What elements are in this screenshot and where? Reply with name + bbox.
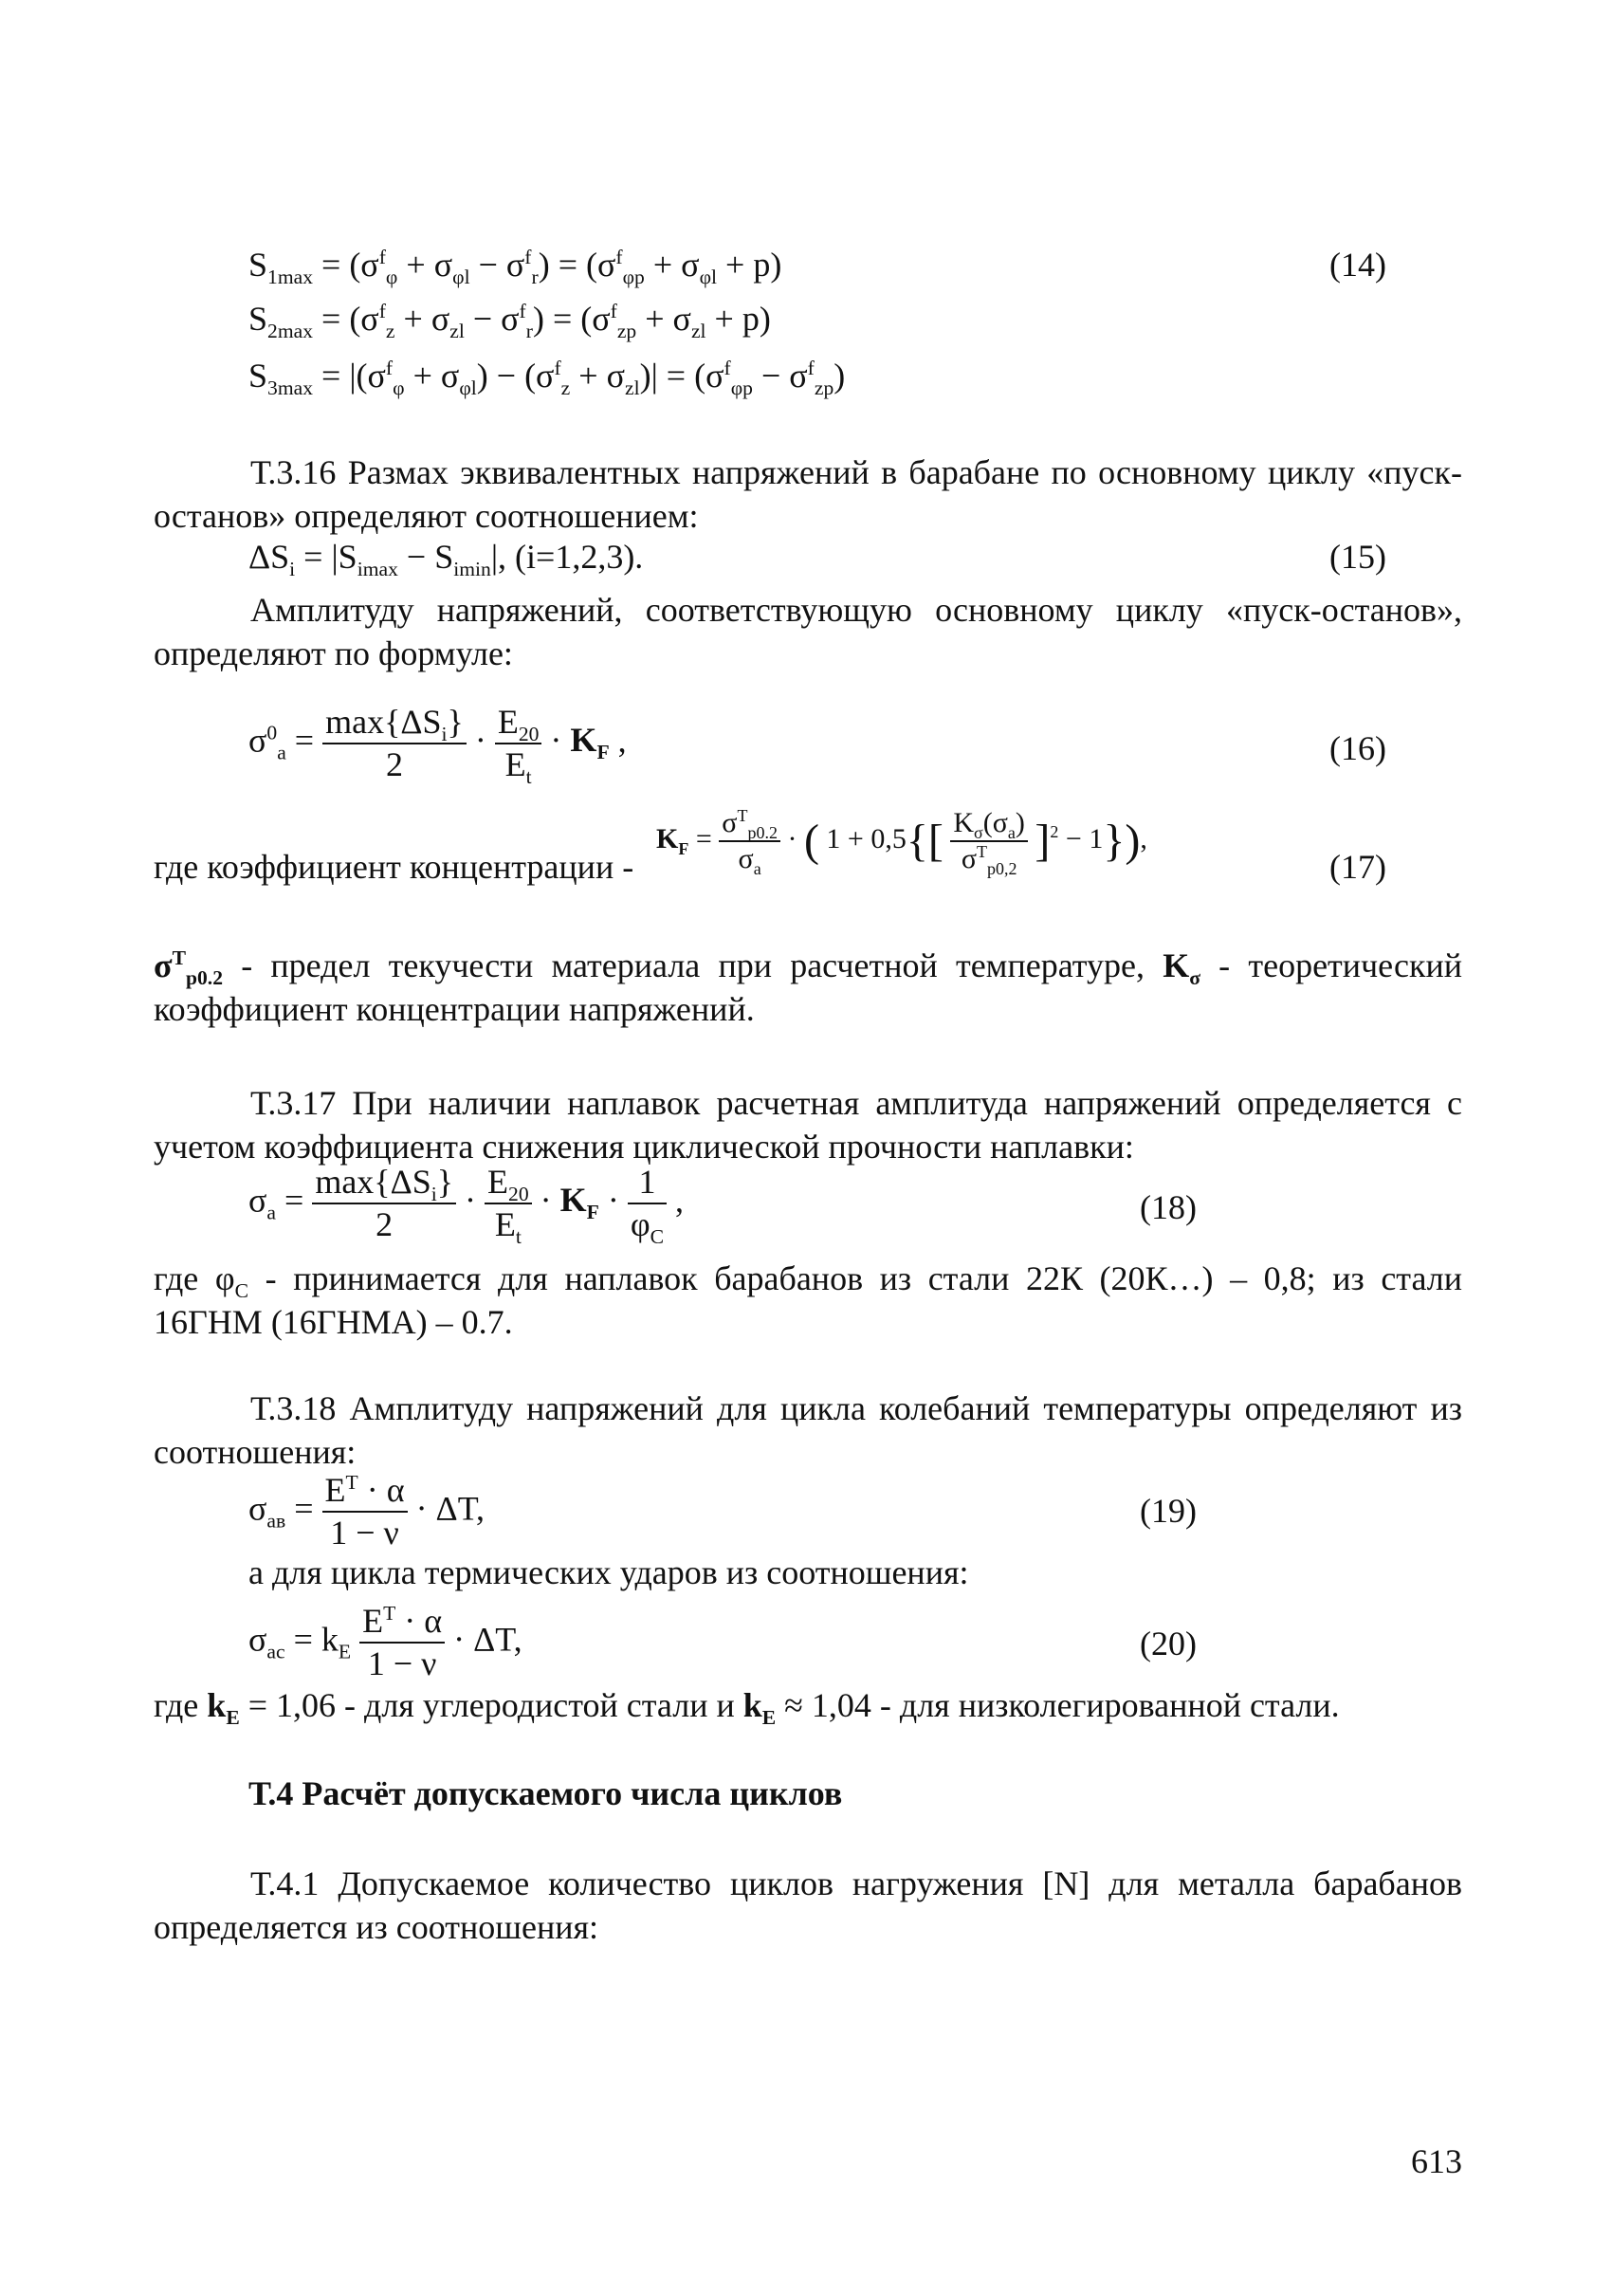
paragraph-t318-text: Т.3.18 Амплитуду напряжений для цикла колебаний температуры определяют из соотношения: bbox=[154, 1389, 1462, 1471]
equation-number-19: (19) bbox=[1140, 1492, 1197, 1530]
paragraph-amplitude-text: Амплитуду напряжений, соответствующую основному циклу «пуск-останов», определяют по формуле: bbox=[154, 591, 1462, 672]
equation-number-14: (14) bbox=[1329, 246, 1386, 284]
yield-definition-text: - предел текучести материала при расчетной температуре, bbox=[241, 946, 1145, 984]
formula-s3max: $S_{3max} = |(\sigma^f_\varphi + \sigma_{\varphi l}) - (\sigma^f_z + \sigma_{zl})| = (\sigma^f_{\varphi p} - \sigma^f_{zp})$ bbox=[248, 357, 846, 400]
fraction-yield-over-sigma-a: $\frac{\sigma^T_{p0.2}}{\sigma_a}$ bbox=[719, 806, 780, 876]
paragraph-t317-text: Т.3.17 При наличии наплавок расчетная амплитуда напряжений определяется с учетом коэффициента снижения циклической прочности наплавки: bbox=[154, 1084, 1462, 1166]
paragraph-t316 bbox=[154, 450, 1462, 538]
formula-kf: $K_F$ = $\frac{\sigma^T_{p0.2}}{\sigma_a}$ · ( 1 + 0,5{[ $\frac{K_\sigma(\sigma_a)}{\sigma^T_{p0,2}}$ ]$^2$ − 1}), bbox=[656, 806, 1147, 878]
equation-number-18: (18) bbox=[1140, 1188, 1197, 1226]
phi-c-definition-text: - принимается для наплавок барабанов из стали 22К (20К…) – 0,8; из стали 16ГНМ (16ГНМА) – 0.7. bbox=[154, 1259, 1462, 1341]
formula-sigma-a0: $\sigma^0_a$ = $\frac{\max\{\Delta S_i\}}{2}$ · $\frac{E_{20}}{E_t}$ · $K_F$ , bbox=[248, 703, 627, 789]
fraction-et-alpha-nu-20: $\frac{E^T \cdot \alpha}{1 - \nu}$ bbox=[359, 1601, 445, 1684]
formula-sigma-a-18: $\sigma_a$ = $\frac{\max\{\Delta S_i\}}{2}$ · $\frac{E_{20}}{E_t}$ · $K_F$ · $\frac{1}{\varphi_C}$ , bbox=[248, 1163, 685, 1249]
formula-delta-s: $\Delta S_i = |S_{imax} - S_{imin}|$, (i=1,2,3). bbox=[248, 538, 644, 581]
section-heading-t4: Т.4 Расчёт допускаемого числа циклов bbox=[248, 1774, 843, 1812]
equation-number-15: (15) bbox=[1329, 538, 1386, 576]
ke-low-alloy-text: ≈ 1,04 - для низколегированной стали. bbox=[784, 1686, 1340, 1724]
equation-number-17: (17) bbox=[1329, 848, 1386, 886]
page-number: 613 bbox=[1411, 2142, 1462, 2180]
fraction-max-delta-s: $\frac{\max\{\Delta S_i\}}{2}$ bbox=[322, 702, 467, 785]
formula-sigma-ac: $\sigma_{ac} = k_E$ $\frac{E^T \cdot \alpha}{1 - \nu}$ · ΔT, bbox=[248, 1601, 522, 1684]
equation-number-16: (16) bbox=[1329, 729, 1386, 767]
paragraph-t41-text: Т.4.1 Допускаемое количество циклов нагружения [N] для металла барабанов определяется из соотношения: bbox=[154, 1864, 1462, 1946]
formula-s2max: $S_{2max} = (\sigma^f_z + \sigma_{zl} - \sigma^f_r) = (\sigma^f_{zp} + \sigma_{zl} + p)$ bbox=[248, 300, 771, 343]
paragraph-t317 bbox=[154, 1081, 1462, 1168]
fraction-et-alpha-nu: $\frac{E^T \cdot \alpha}{1 - \nu}$ bbox=[322, 1470, 408, 1553]
where-kf-label: где коэффициент концентрации - bbox=[154, 848, 634, 886]
paragraph-amplitude bbox=[154, 588, 1462, 675]
paragraph-yield-definition: $\sigma^T_{p0.2}$ - предел текучести материала при расчетной температуре, $K_\sigma$ - теоретический коэффициент концентрации напряжений. bbox=[154, 946, 1463, 1028]
paragraph-t318 bbox=[154, 1387, 1462, 1474]
ksigma-definition-text: - теоретический коэффициент концентрации напряжений. bbox=[154, 946, 1463, 1028]
ke-carbon-text: = 1,06 - для углеродистой стали и bbox=[247, 1686, 735, 1724]
fraction-e20-et-18: $\frac{E_{20}}{E_t}$ bbox=[485, 1162, 532, 1245]
paragraph-t41 bbox=[154, 1862, 1462, 1949]
paragraph-thermal-shock: а для цикла термических ударов из соотношения: bbox=[248, 1553, 969, 1591]
equation-number-20: (20) bbox=[1140, 1625, 1197, 1662]
fraction-ksigma: $\frac{K_\sigma(\sigma_a)}{\sigma^T_{p0,2}}$ bbox=[950, 806, 1028, 876]
paragraph-ke: где $k_E = 1,06$ - для углеродистой стали и $k_E \approx 1,04$ - для низколегированной стали. bbox=[154, 1686, 1340, 1730]
formula-s1max: $S_{1max} = (\sigma^f_\varphi + \sigma_{\varphi l} - \sigma^f_r) = (\sigma^f_{\varphi p} + \sigma_{\varphi l} + p)$ bbox=[248, 246, 782, 289]
fraction-one-over-phi: $\frac{1}{\varphi_C}$ bbox=[628, 1162, 667, 1245]
fraction-e20-et: $\frac{E_{20}}{E_t}$ bbox=[495, 702, 542, 785]
paragraph-phi-c: где $\varphi_C$ - принимается для наплавок барабанов из стали 22К (20К…) – 0,8; из стали 16ГНМ (16ГНМА) – 0.7. bbox=[154, 1259, 1462, 1341]
paragraph-t316-text: Т.3.16 Размах эквивалентных напряжений в барабане по основному циклу «пуск-останов» определяют соотношением: bbox=[154, 453, 1462, 535]
where-phi-prefix: где bbox=[154, 1259, 199, 1297]
formula-sigma-ab: $\sigma_{aв}$ = $\frac{E^T \cdot \alpha}{1 - \nu}$ · ΔT, bbox=[248, 1470, 485, 1553]
fraction-max-delta-s-18: $\frac{\max\{\Delta S_i\}}{2}$ bbox=[312, 1162, 456, 1245]
where-ke-prefix: где bbox=[154, 1686, 199, 1724]
